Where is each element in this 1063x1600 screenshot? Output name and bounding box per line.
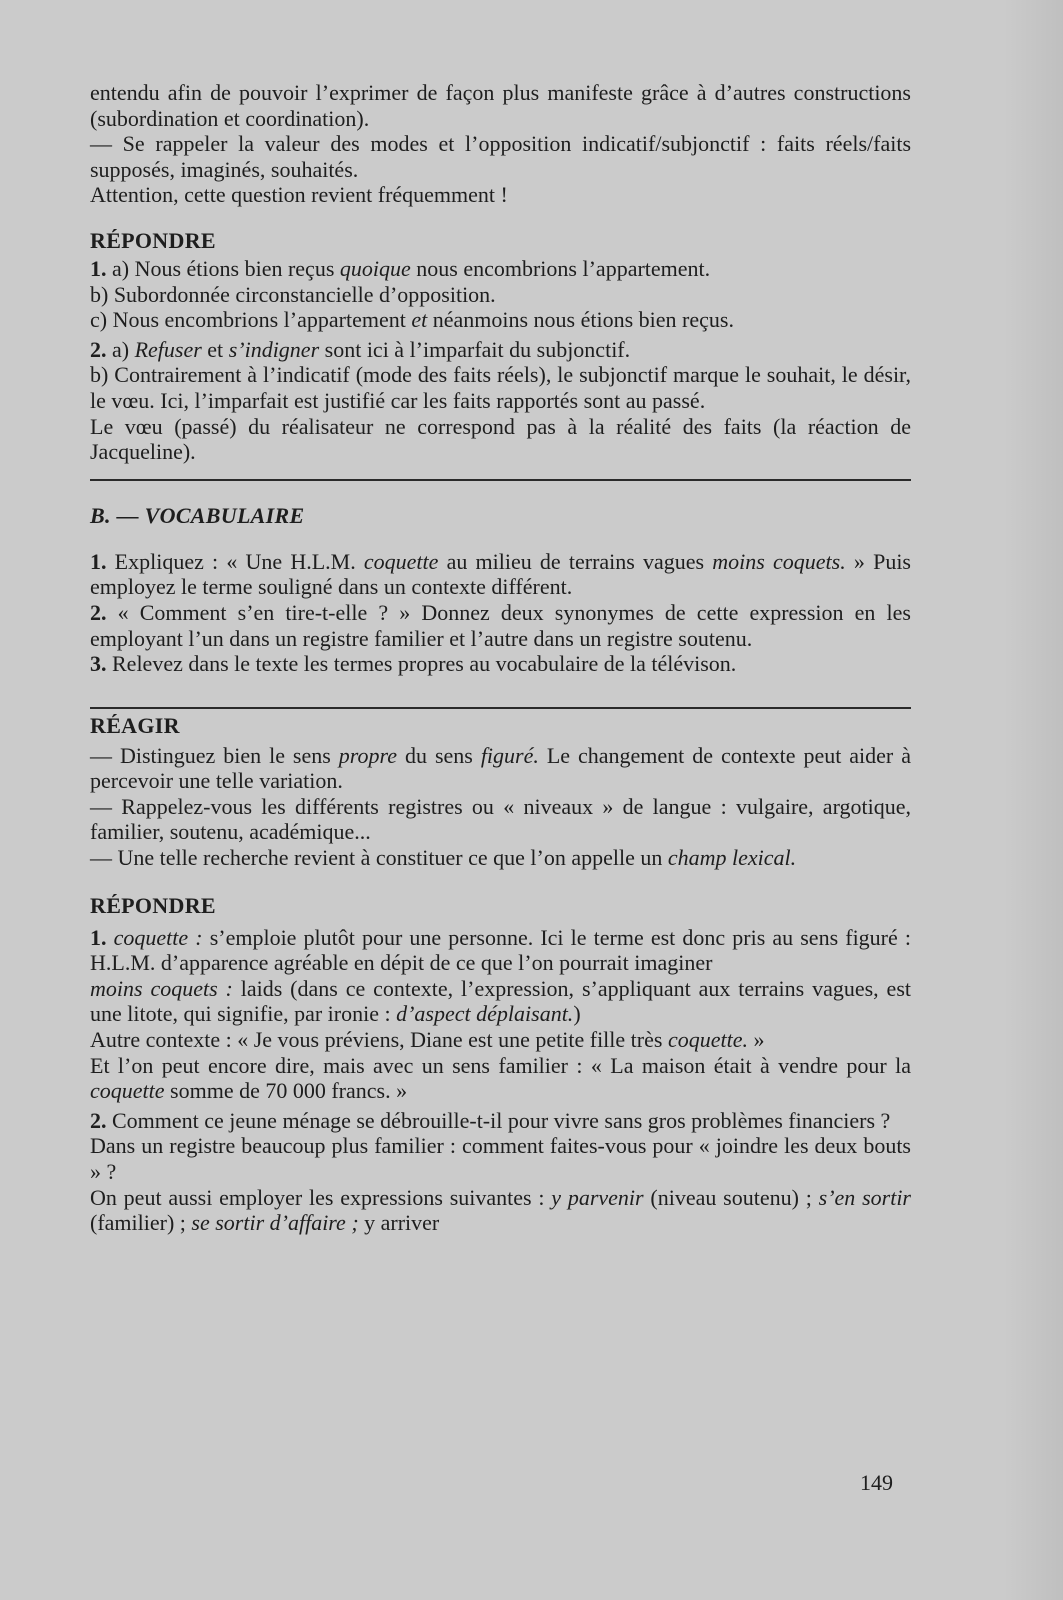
answer-vocab-1c <box>90 1027 911 1053</box>
text-span: nous encombrions l’appartement. <box>410 255 711 281</box>
answer-2a <box>90 337 911 363</box>
text-span: » Puis employez le terme souligné dans un contexte différent. <box>90 548 911 600</box>
text-span: sont ici à l’imparfait du subjonctif. <box>319 336 631 362</box>
text-span: et <box>201 336 229 362</box>
text-span: On peut aussi employer les expressions suivantes : <box>90 1184 552 1210</box>
item-number: 1. <box>90 548 107 574</box>
text-span: du sens <box>397 742 481 768</box>
text-span: Expliquez : « Une H.L.M. <box>106 548 364 574</box>
italic-term: coquette : <box>106 924 203 950</box>
section-heading-repondre: RÉPONDRE <box>90 892 216 918</box>
italic-term: se sortir d’affaire ; <box>191 1210 359 1236</box>
italic-term: moins coquets. <box>712 548 846 574</box>
text-span: — Distinguez bien le sens <box>90 742 339 768</box>
answer-2b: b) Contrairement à l’indicatif (mode des faits réels), le subjonctif marque le souhait, le désir, le vœu. Ici, l’imparfait est justifié car les faits rapportés sont au passé. <box>90 362 911 413</box>
vocab-question-2 <box>90 600 911 651</box>
text-span: (familier) ; <box>90 1210 192 1236</box>
reagir-line-3 <box>90 845 911 871</box>
vocab-question-3 <box>90 651 911 677</box>
item-number: 1. <box>90 255 107 281</box>
italic-term: y parvenir <box>551 1184 644 1210</box>
text-span: Le changement de contexte peut aider à percevoir une telle variation. <box>90 742 911 794</box>
text-span: Comment ce jeune ménage se débrouille-t-il pour vivre sans gros problèmes financiers ? <box>106 1107 891 1133</box>
italic-term: d’aspect déplaisant. <box>396 1001 574 1027</box>
text-span: « Comment s’en tire-t-elle ? » Donnez deux synonymes de cette expression en les employant l’un dans un registre familier et l’autre dans un registre soutenu. <box>90 599 911 651</box>
italic-term: propre <box>338 742 398 768</box>
italic-term: Refuser <box>134 336 202 362</box>
text-span: Et l’on peut encore dire, mais avec un sens familier : « La maison était à vendre pour la <box>90 1052 911 1078</box>
reagir-section <box>90 713 911 871</box>
text-span: Relevez dans le texte les termes propres au vocabulaire de la télévison. <box>106 651 737 677</box>
reagir-line-1 <box>90 743 911 794</box>
text-span: au milieu de terrains vagues <box>438 548 713 574</box>
vocab-question-1 <box>90 549 911 600</box>
section-heading-vocabulaire: B. — VOCABULAIRE <box>90 502 305 528</box>
answer-2c: Le vœu (passé) du réalisateur ne correspond pas à la réalité des faits (la réaction de Jacqueline). <box>90 413 911 465</box>
text-span: a) Nous étions bien reçus <box>106 255 340 281</box>
text-span: » <box>747 1027 765 1053</box>
text-span: Autre contexte : « Je vous préviens, Diane est une petite fille très <box>90 1027 668 1053</box>
answer-vocab-1b <box>90 976 911 1027</box>
intro-modes-line: — Se rappeler la valeur des modes et l’opposition indicatif/subjonctif : faits réels/faits supposés, imaginés, souhaités. <box>90 131 911 182</box>
answer-vocab-2c <box>90 1185 911 1236</box>
text-span: a) <box>106 336 135 362</box>
text-span: somme de 70 000 francs. » <box>164 1078 408 1104</box>
italic-term: et <box>411 307 428 333</box>
answer-1c <box>90 307 911 333</box>
italic-term: coquette <box>363 548 439 574</box>
italic-term: champ lexical. <box>667 845 797 871</box>
item-number: 2. <box>90 336 107 362</box>
italic-term: moins coquets : <box>90 975 233 1001</box>
text-span: ) <box>573 1001 581 1027</box>
intro-block <box>90 80 911 208</box>
text-span: s’emploie plutôt pour une personne. Ici le terme est donc pris au sens figuré : H.L.M. d’apparence agréable en dépit de ce que l’on pourrait imaginer <box>90 924 911 976</box>
text-span: c) Nous encombrions l’appartement <box>90 307 412 333</box>
intro-paragraph: entendu afin de pouvoir l’exprimer de façon plus manifeste grâce à d’autres constructions (subordination et coordination). <box>90 80 911 131</box>
item-number: 3. <box>90 651 107 677</box>
intro-attention-line: Attention, cette question revient fréquemment ! <box>90 182 508 208</box>
answer-vocab-1 <box>90 925 911 976</box>
item-number: 1. <box>90 924 107 950</box>
section-heading-reagir: RÉAGIR <box>90 712 180 738</box>
section-heading-repondre: RÉPONDRE <box>90 227 216 253</box>
answer-1b: b) Subordonnée circonstancielle d’opposition. <box>90 281 496 307</box>
repondre-section-2 <box>90 893 911 1236</box>
text-span: (niveau soutenu) ; <box>643 1184 819 1210</box>
section-divider <box>90 479 911 481</box>
page-edge-shadow <box>1003 0 1063 1600</box>
answer-vocab-2b: Dans un registre beaucoup plus familier : comment faites-vous pour « joindre les deux bouts » ? <box>90 1133 911 1184</box>
italic-term: s’indigner <box>228 336 320 362</box>
section-divider <box>90 707 911 709</box>
page-number: 149 <box>860 1470 893 1495</box>
item-number: 2. <box>90 1107 107 1133</box>
text-span: néanmoins nous étions bien reçus. <box>427 307 734 333</box>
text-span: y arriver <box>358 1210 440 1236</box>
answer-vocab-2 <box>90 1108 911 1134</box>
italic-term: figuré. <box>480 742 539 768</box>
repondre-section-1 <box>90 228 911 465</box>
item-number: 2. <box>90 599 107 625</box>
text-span: — Une telle recherche revient à constituer ce que l’on appelle un <box>90 845 668 871</box>
reagir-line-2: — Rappelez-vous les différents registres ou « niveaux » de langue : vulgaire, argotique, familier, soutenu, académique... <box>90 793 911 845</box>
answer-vocab-1d <box>90 1053 911 1104</box>
text-span: laids (dans ce contexte, l’expression, s’appliquant aux terrains vagues, est une litote, qui signifie, par ironie : <box>90 975 911 1027</box>
vocabulaire-section <box>90 503 911 677</box>
italic-term: coquette <box>90 1078 165 1104</box>
italic-term: quoique <box>339 255 411 281</box>
italic-term: s’en sortir <box>818 1184 911 1210</box>
italic-term: coquette. <box>667 1027 748 1053</box>
answer-1a <box>90 256 911 282</box>
